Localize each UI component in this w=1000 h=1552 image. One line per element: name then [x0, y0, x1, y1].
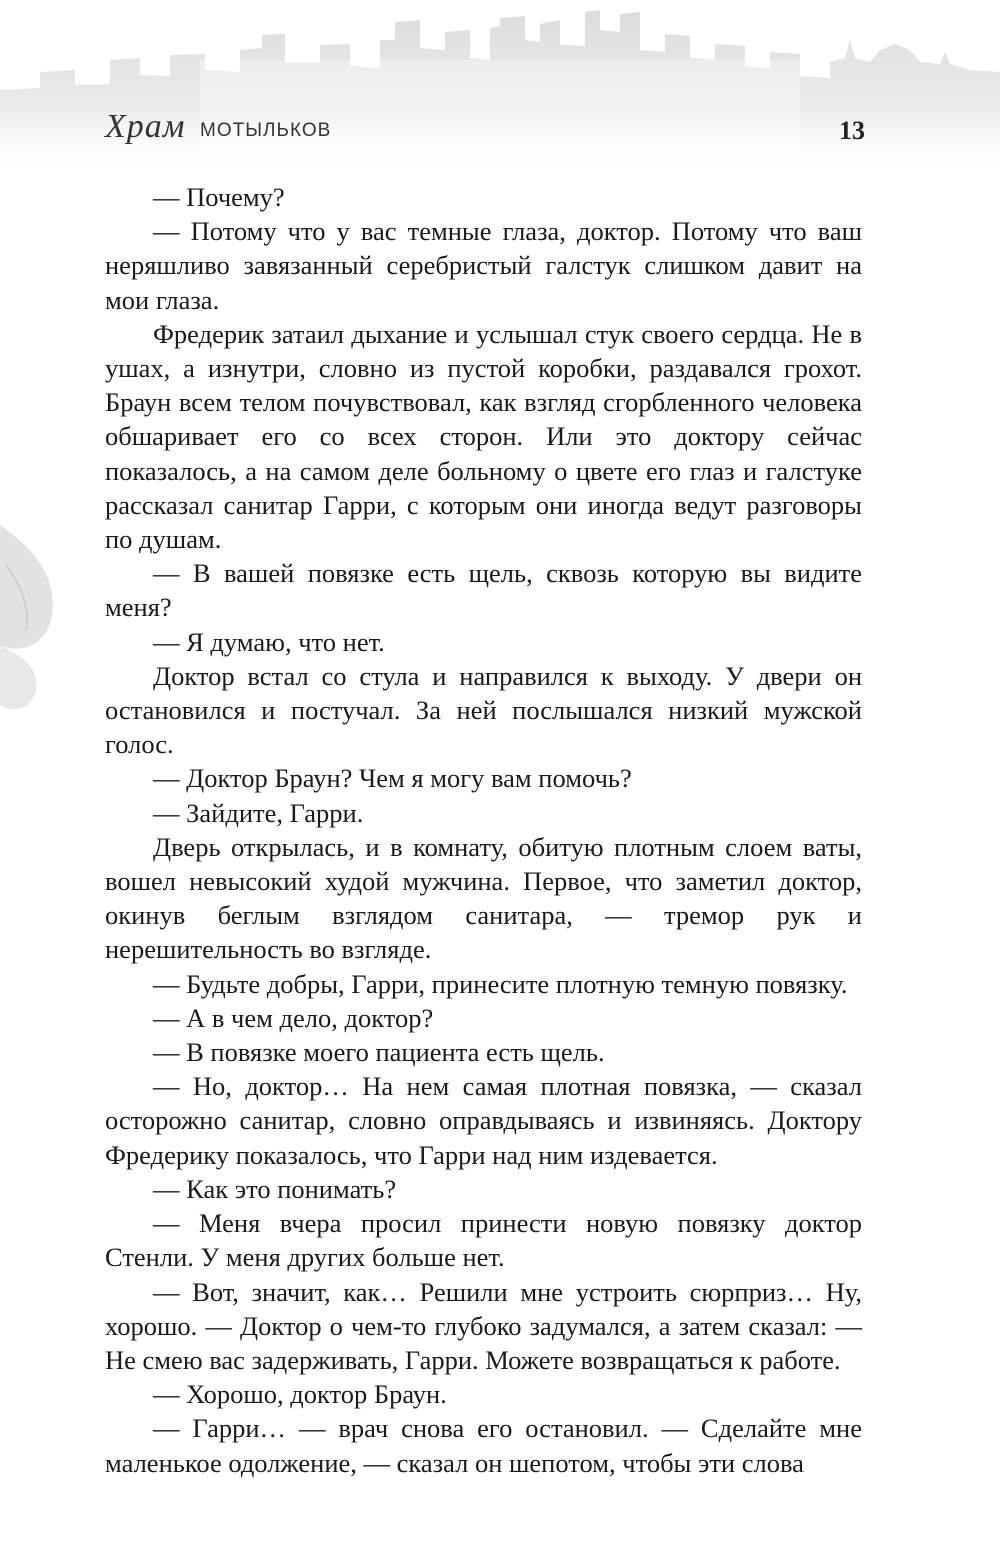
paragraph: — Почему? [153, 182, 285, 212]
paragraph: — Я думаю, что нет. [153, 626, 385, 657]
paragraph: — А в чем дело, доктор? [153, 1002, 434, 1033]
paragraph: — Будьте добры, Гарри, принесите плотную темную повязку. [153, 968, 848, 999]
city-skyline-watermark-icon [0, 0, 1000, 175]
running-head [105, 108, 865, 148]
paragraph: Доктор встал со стула и направился к выходу. У двери он остановился и постучал. За ней послышался низкий мужской голос. [105, 660, 862, 760]
paragraph: — Потому что у вас темные глаза, доктор. Потому что ваш неряшливо завязанный серебристый галстук слишком давит на мои глаза. [105, 216, 862, 315]
paragraph: — В повязке моего пациента есть щель. [153, 1037, 605, 1068]
book-title-script: Храм [105, 108, 186, 145]
page-number: 13 [839, 116, 865, 145]
paragraph: — Но, доктор… На нем самая плотная повязка, — сказал осторожно санитар, словно оправдываясь и извиняясь. Доктору Фредерику показалось, что Гарри над ним издевается. [105, 1071, 862, 1170]
paragraph: — Зайдите, Гарри. [153, 797, 364, 828]
paragraph: — Меня вчера просил принести новую повязку доктор Стенли. У меня других больше нет. [105, 1208, 862, 1273]
paragraph: — Как это понимать? [153, 1173, 397, 1204]
body-text [105, 180, 862, 1480]
book-title-caps: МОТЫЛЬКОВ [200, 120, 332, 141]
paragraph: Дверь открылась, и в комнату, обитую плотным слоем ваты, вошел невысокий худой мужчина. Первое, что заметил доктор, окинув беглым взглядом санитара, — тремор рук и нерешительность во взгляде. [105, 831, 862, 965]
paragraph: — Гарри… — врач снова его остановил. — Сделайте мне маленькое одолжение, — сказал он шепотом, чтобы эти слова [105, 1413, 862, 1478]
paragraph: — Вот, значит, как… Решили мне устроить сюрприз… Ну, хорошо. — Доктор о чем-то глубоко задумался, а затем сказал: — Не смею вас задерживать, Гарри. Можете возвращаться к работе. [105, 1276, 862, 1375]
paragraph: — Доктор Браун? Чем я могу вам помочь? [153, 763, 632, 794]
butterfly-watermark-icon [0, 505, 60, 715]
paragraph: — В вашей повязке есть щель, сквозь которую вы видите меня? [105, 558, 862, 623]
paragraph: — Хорошо, доктор Браун. [153, 1379, 447, 1410]
paragraph: Фредерик затаил дыхание и услышал стук своего сердца. Не в ушах, а изнутри, словно из пустой коробки, раздавался грохот. Браун всем телом почувствовал, как взгляд сгорбленного человека обшаривает его со всех сторон. Или это доктору сейчас показалось, а на самом деле больному о цвете его глаз и галстуке рассказал санитар Гарри, с которым они иногда ведут разговоры по душам. [105, 318, 862, 555]
